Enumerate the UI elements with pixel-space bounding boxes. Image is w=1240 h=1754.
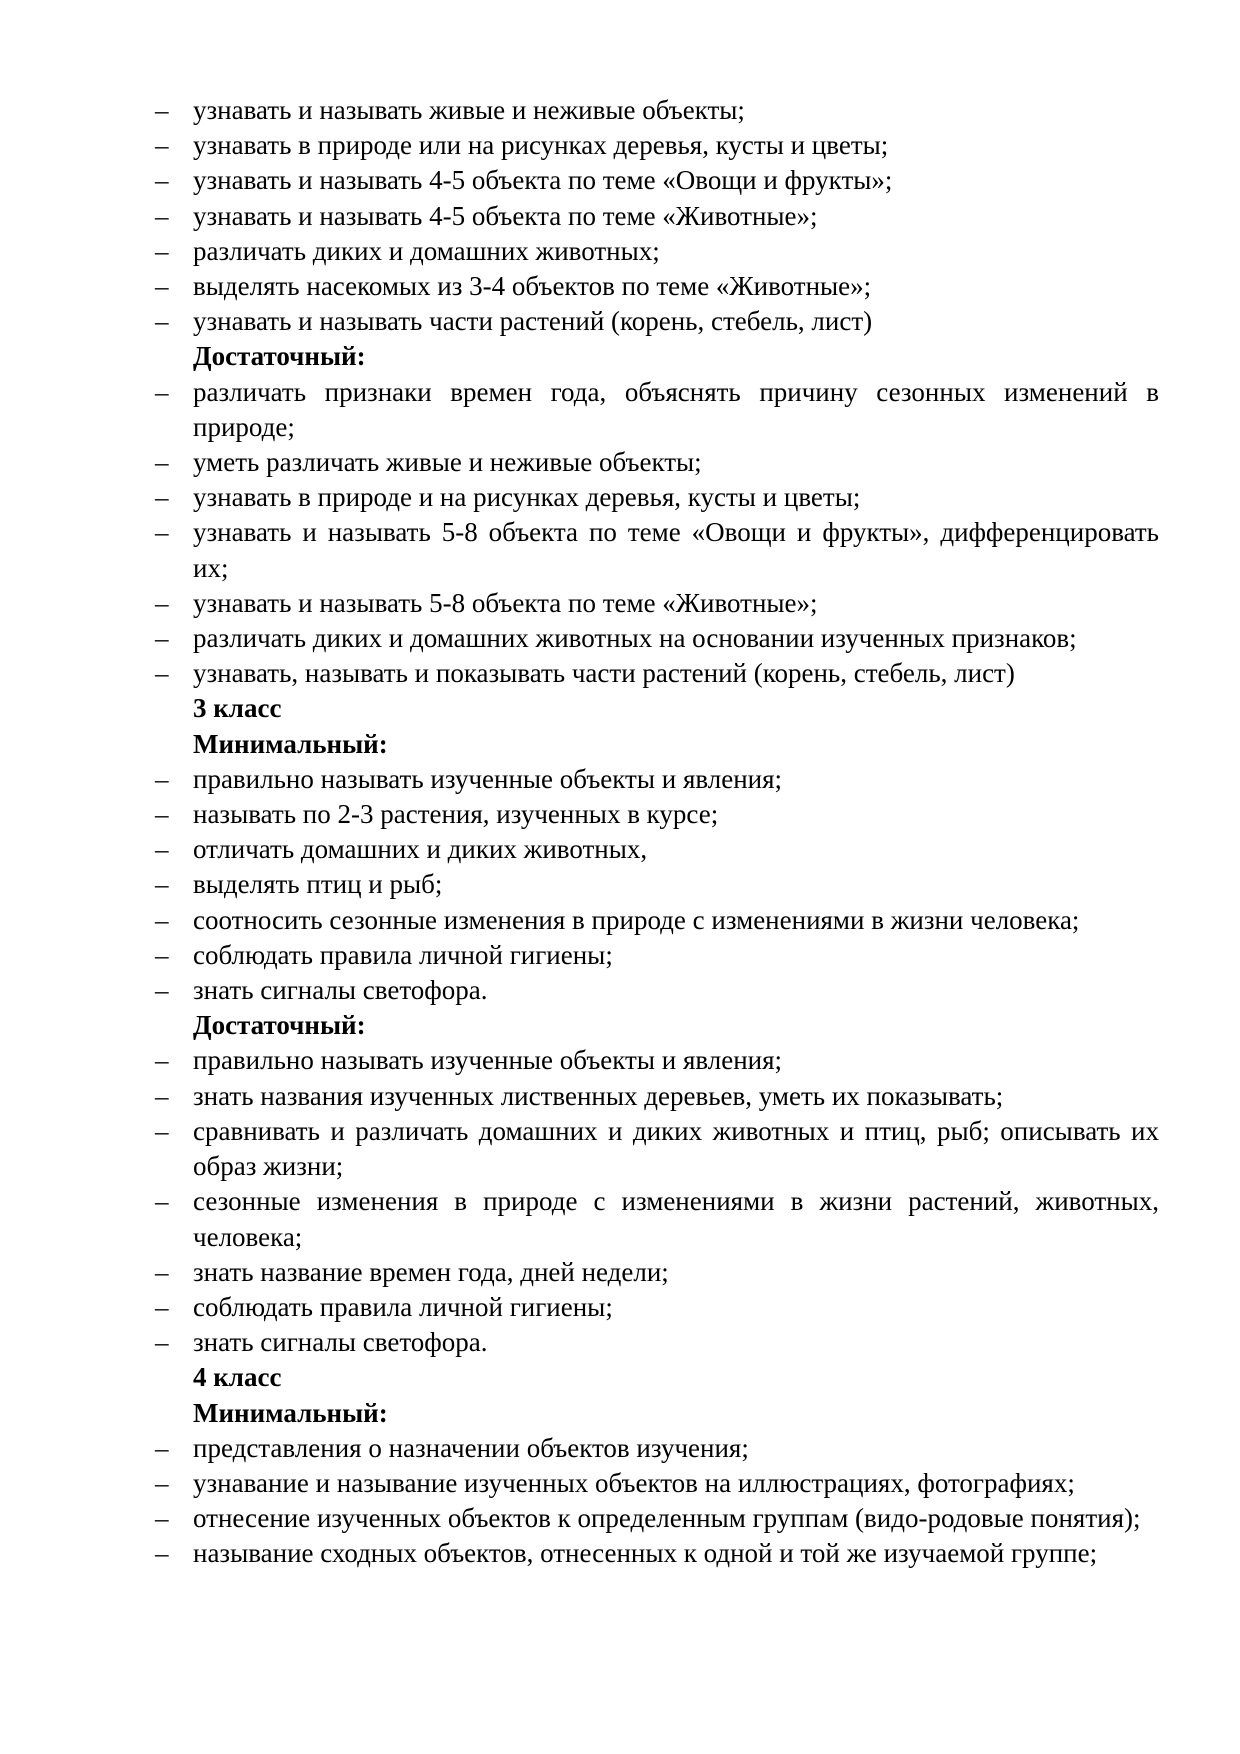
list-item-text: называть по 2-3 растения, изученных в курсе; [193, 799, 719, 830]
list-item [155, 1114, 1159, 1184]
list-dash-marker: – [155, 834, 169, 865]
section-heading: Достаточный: [193, 1010, 366, 1041]
list-item [155, 656, 1159, 691]
list-item-text: узнавать в природе или на рисунках деревья, кусты и цветы; [193, 130, 889, 161]
list-item [155, 199, 1159, 234]
list-item [155, 621, 1159, 656]
list-item-text: знать название времен года, дней недели; [193, 1256, 669, 1287]
list-item-text: сезонные изменения в природе с изменениями в жизни растений, животных, человека; [193, 1186, 1159, 1252]
list-item [155, 480, 1159, 515]
list-dash-marker: – [155, 165, 169, 196]
document-page [155, 93, 1159, 1572]
list-item-text: знать сигналы светофора. [193, 975, 488, 1006]
list-item [155, 1290, 1159, 1325]
list-dash-marker: – [155, 200, 169, 231]
list-dash-marker: – [155, 658, 169, 689]
section-heading: 3 класс [193, 693, 282, 724]
list-dash-marker: – [155, 1503, 169, 1534]
list-item-text: выделять насекомых из 3-4 объектов по теме «Животные»; [193, 271, 872, 302]
list-dash-marker: – [155, 975, 169, 1006]
list-item-text: различать признаки времен года, объяснять причину сезонных изменений в природе; [193, 376, 1159, 442]
list-item [155, 797, 1159, 832]
list-dash-marker: – [155, 447, 169, 478]
list-item [155, 1501, 1159, 1536]
section-heading: 4 класс [193, 1362, 282, 1393]
list-item-text: знать названия изученных лиственных деревьев, уметь их показывать; [193, 1080, 1004, 1111]
list-item-text: представления о назначении объектов изучения; [193, 1432, 749, 1463]
list-item [155, 269, 1159, 304]
list-item-text: правильно называть изученные объекты и явления; [193, 1045, 783, 1076]
list-item [155, 445, 1159, 480]
list-item [155, 1466, 1159, 1501]
list-item [155, 867, 1159, 902]
list-item [155, 1255, 1159, 1290]
list-dash-marker: – [155, 1080, 169, 1111]
list-dash-marker: – [155, 95, 169, 125]
list-dash-marker: – [155, 1538, 169, 1569]
list-dash-marker: – [155, 869, 169, 900]
list-item-text: соблюдать правила личной гигиены; [193, 939, 613, 970]
list-item-text: узнавание и называние изученных объектов на иллюстрациях, фотографиях; [193, 1467, 1075, 1498]
list-item [155, 1431, 1159, 1466]
list-item [155, 234, 1159, 269]
list-dash-marker: – [155, 904, 169, 935]
list-dash-marker: – [155, 623, 169, 654]
list-item [155, 938, 1159, 973]
list-item [155, 163, 1159, 198]
list-dash-marker: – [155, 235, 169, 266]
list-dash-marker: – [155, 1256, 169, 1287]
section-heading: Минимальный: [193, 1397, 388, 1428]
list-item-text: выделять птиц и рыб; [193, 869, 443, 900]
list-dash-marker: – [155, 1186, 169, 1217]
list-item [155, 1325, 1159, 1360]
list-dash-marker: – [155, 517, 169, 548]
list-item [155, 304, 1159, 339]
list-item-text: узнавать и называть живые и неживые объекты; [193, 95, 745, 125]
list-item [155, 1184, 1159, 1254]
list-item-text: узнавать в природе и на рисунках деревья, кусты и цветы; [193, 482, 861, 513]
list-item-text: соотносить сезонные изменения в природе с изменениями в жизни человека; [193, 904, 1080, 935]
list-item-text: узнавать, называть и показывать части растений (корень, стебель, лист) [193, 658, 1015, 689]
list-dash-marker: – [155, 482, 169, 513]
list-item-text: называние сходных объектов, отнесенных к одной и той же изучаемой группе; [193, 1538, 1098, 1569]
list-item-text: узнавать и называть 5-8 объекта по теме «Овощи и фрукты», дифференцировать их; [193, 517, 1159, 583]
list-item [155, 832, 1159, 867]
list-item-text: соблюдать правила личной гигиены; [193, 1291, 613, 1322]
list-item [155, 515, 1159, 585]
list-item-text: узнавать и называть части растений (корень, стебель, лист) [193, 306, 873, 337]
list-item-text: различать диких и домашних животных; [193, 235, 660, 266]
list-item-text: узнавать и называть 4-5 объекта по теме «Овощи и фрукты»; [193, 165, 893, 196]
list-dash-marker: – [155, 1115, 169, 1146]
list-dash-marker: – [155, 1291, 169, 1322]
list-item-text: знать сигналы светофора. [193, 1327, 488, 1358]
list-item-text: правильно называть изученные объекты и явления; [193, 763, 783, 794]
list-item-text: отнесение изученных объектов к определенным группам (видо-родовые понятия); [193, 1503, 1141, 1534]
list-dash-marker: – [155, 1045, 169, 1076]
list-dash-marker: – [155, 587, 169, 618]
section-heading: Достаточный: [193, 341, 366, 372]
list-item [155, 128, 1159, 163]
list-dash-marker: – [155, 306, 169, 337]
list-item [155, 973, 1159, 1008]
list-item [155, 375, 1159, 445]
list-item-text: уметь различать живые и неживые объекты; [193, 447, 702, 478]
list-item [155, 1536, 1159, 1571]
list-item [155, 586, 1159, 621]
list-dash-marker: – [155, 763, 169, 794]
list-item-text: различать диких и домашних животных на основании изученных признаков; [193, 623, 1077, 654]
list-dash-marker: – [155, 1327, 169, 1358]
list-item [155, 903, 1159, 938]
list-item [155, 762, 1159, 797]
list-item-text: узнавать и называть 4-5 объекта по теме «Животные»; [193, 200, 818, 231]
list-dash-marker: – [155, 799, 169, 830]
list-dash-marker: – [155, 1432, 169, 1463]
list-item-text: узнавать и называть 5-8 объекта по теме «Животные»; [193, 587, 818, 618]
list-dash-marker: – [155, 130, 169, 161]
list-dash-marker: – [155, 1467, 169, 1498]
list-item [155, 1079, 1159, 1114]
list-item-text: отличать домашних и диких животных, [193, 834, 648, 865]
list-dash-marker: – [155, 376, 169, 407]
section-heading: Минимальный: [193, 728, 388, 759]
list-item-text: сравнивать и различать домашних и диких животных и птиц, рыб; описывать их образ жизни; [193, 1115, 1159, 1182]
list-item [155, 1043, 1159, 1078]
list-dash-marker: – [155, 939, 169, 970]
list-item [155, 93, 1159, 128]
list-dash-marker: – [155, 271, 169, 302]
